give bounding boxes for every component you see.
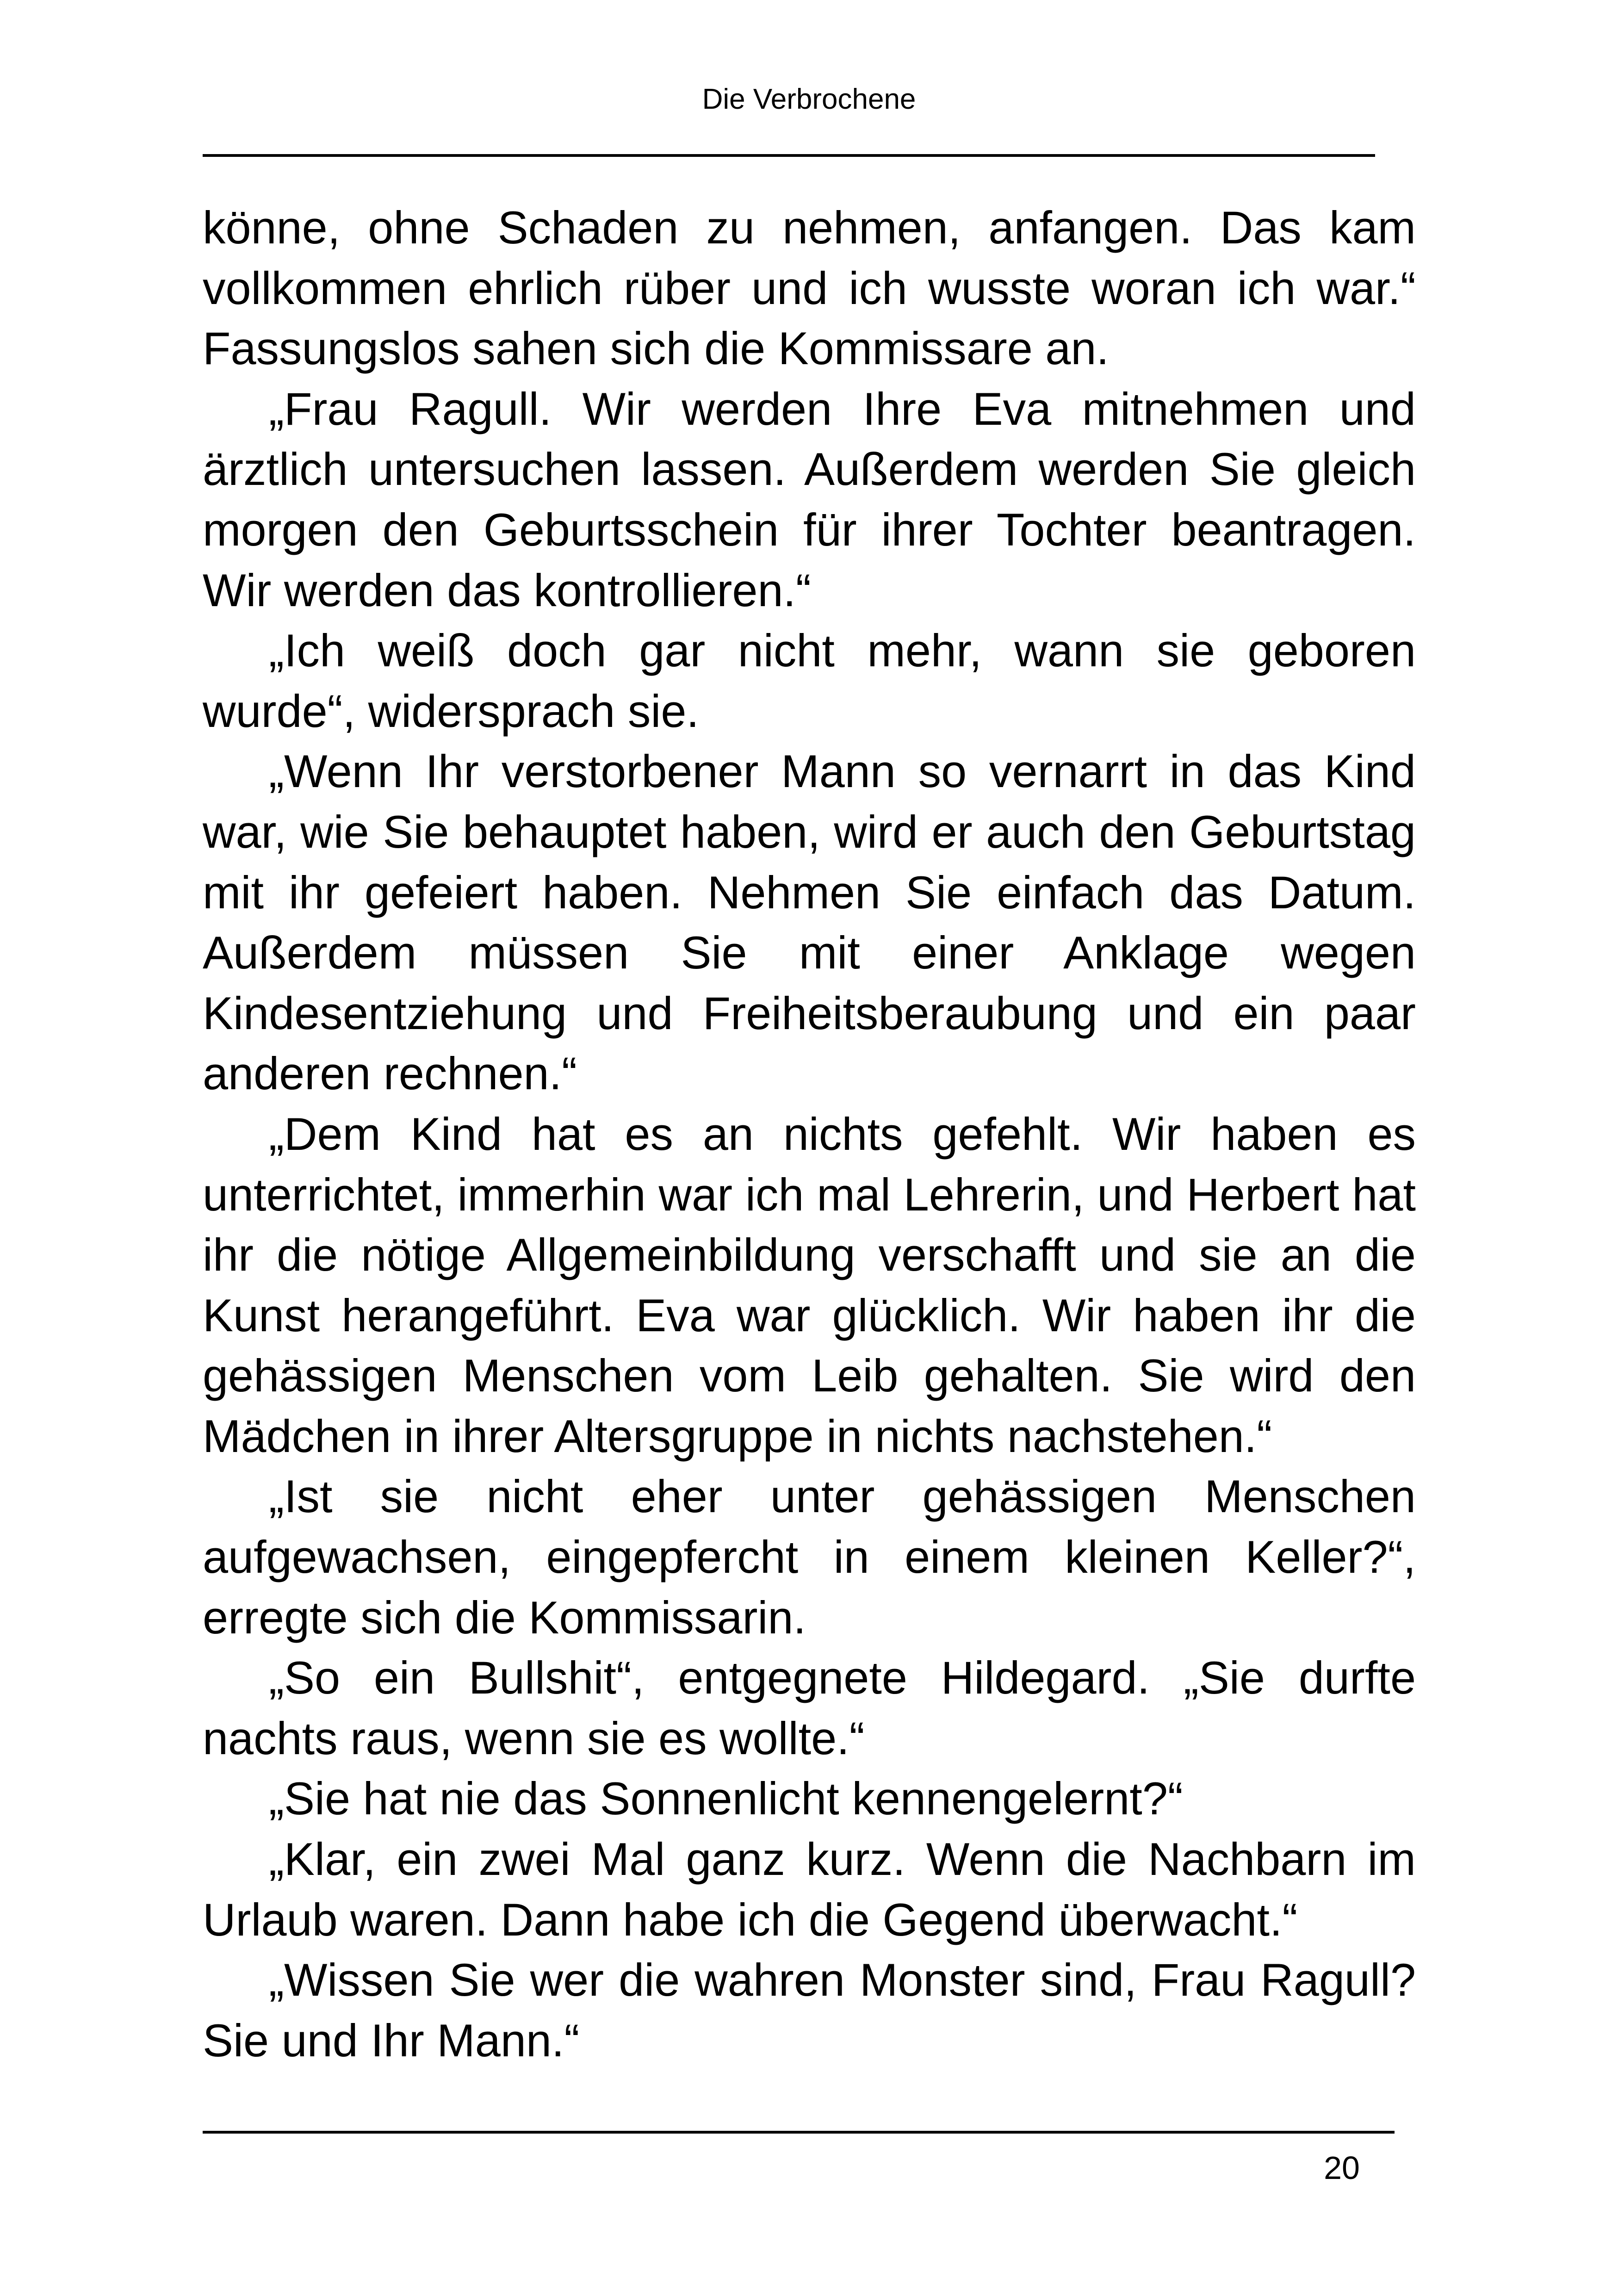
paragraph: „Frau Ragull. Wir werden Ihre Eva mitnehmen und ärztlich untersuchen lassen. Außerdem werden Sie gleich morgen den Geburtsschein für ihrer Tochter beantragen. Wir werden das kontrollieren.“	[203, 383, 1416, 616]
page-number: 20	[1324, 2150, 1360, 2186]
paragraph: „So ein Bullshit“, entgegnete Hildegard. „Sie durfte nachts raus, wenn sie es wollte.“	[203, 1652, 1416, 1764]
paragraph: „Klar, ein zwei Mal ganz kurz. Wenn die Nachbarn im Urlaub waren. Dann habe ich die Gegend überwacht.“	[203, 1833, 1416, 1945]
paragraph: „Sie hat nie das Sonnenlicht kennengelernt?“	[269, 1773, 1183, 1824]
paragraph: „Ich weiß doch gar nicht mehr, wann sie geboren wurde“, widersprach sie.	[203, 625, 1416, 737]
paragraph: „Ist sie nicht eher unter gehässigen Menschen aufgewachsen, eingepfercht in einem kleinen Keller?“, erregte sich die Kommissarin.	[203, 1471, 1416, 1643]
paragraph: „Wissen Sie wer die wahren Monster sind, Frau Ragull? Sie und Ihr Mann.“	[203, 1954, 1416, 2066]
running-header-title: Die Verbrochene	[702, 83, 916, 115]
page-body	[203, 198, 1416, 2071]
paragraph: „Wenn Ihr verstorbener Mann so vernarrt in das Kind war, wie Sie behauptet haben, wird er auch den Geburtstag mit ihr gefeiert haben. Nehmen Sie einfach das Datum. Außerdem müssen Sie mit einer Anklage wegen Kindesentziehung und Freiheitsberaubung und ein paar anderen rechnen.“	[203, 745, 1416, 1099]
paragraph-continuation: könne, ohne Schaden zu nehmen, anfangen. Das kam vollkommen ehrlich rüber und ich wusste woran ich war.“ Fassungslos sahen sich die Kommissare an.	[203, 202, 1416, 374]
footer-rule	[203, 2131, 1395, 2134]
paragraph: „Dem Kind hat es an nichts gefehlt. Wir haben es unterrichtet, immerhin war ich mal Lehrerin, und Herbert hat ihr die nötige Allgemeinbildung verschafft und sie an die Kunst herangeführt. Eva war glücklich. Wir haben ihr die gehässigen Menschen vom Leib gehalten. Sie wird den Mädchen in ihrer Altersgruppe in nichts nachstehen.“	[203, 1108, 1416, 1462]
header-rule	[203, 154, 1375, 157]
